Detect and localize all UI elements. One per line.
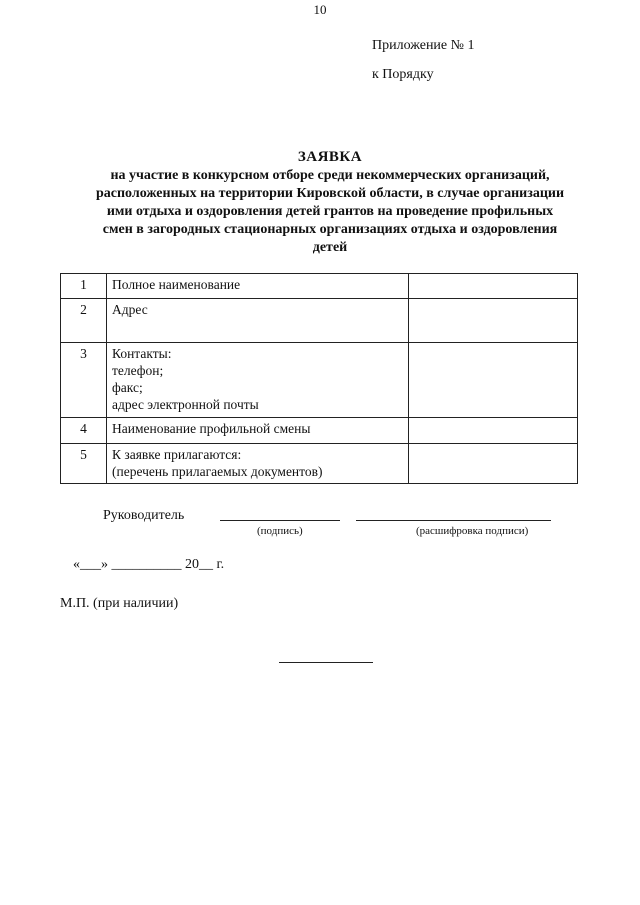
row-number: 2 — [61, 299, 107, 343]
row-label-line: Адрес — [112, 302, 148, 317]
row-label-line: К заявке прилагаются: — [112, 447, 242, 462]
date-line: «___» __________ 20__ г. — [73, 557, 225, 572]
row-label — [107, 299, 409, 343]
signature-line[interactable] — [220, 520, 340, 521]
subtitle-line: смен в загородных стационарных организациях отдыха и оздоровления — [102, 222, 558, 237]
row-label-line: телефон; — [112, 363, 164, 378]
subtitle-line: детей — [312, 240, 348, 255]
row-value-field[interactable] — [409, 418, 578, 444]
table-row — [61, 343, 578, 418]
subtitle-line: расположенных на территории Кировской области, в случае организации — [95, 186, 565, 201]
row-label — [107, 418, 409, 444]
document-title: ЗАЯВКА — [297, 149, 363, 165]
application-form-table — [60, 273, 578, 484]
row-number: 1 — [61, 274, 107, 299]
page-number: 10 — [313, 2, 327, 17]
subtitle-line: на участие в конкурсном отборе среди некоммерческих организаций, — [110, 168, 550, 183]
row-value-field[interactable] — [409, 299, 578, 343]
title-block — [60, 148, 600, 257]
row-value-field[interactable] — [409, 274, 578, 299]
end-divider — [279, 662, 373, 663]
table-row — [61, 444, 578, 484]
row-label-line: Наименование профильной смены — [112, 421, 311, 436]
row-label-line: Полное наименование — [112, 277, 241, 292]
head-label: Руководитель — [103, 508, 185, 523]
appendix-label: Приложение № 1 — [372, 38, 475, 53]
row-number: 4 — [61, 418, 107, 444]
row-label-line: факс; — [112, 380, 143, 395]
row-label-line: (перечень прилагаемых документов) — [112, 464, 323, 479]
table-row — [61, 418, 578, 444]
row-value-field[interactable] — [409, 444, 578, 484]
row-label — [107, 444, 409, 484]
table-row — [61, 299, 578, 343]
stamp-label: М.П. (при наличии) — [60, 596, 179, 611]
row-label-line: адрес электронной почты — [112, 397, 259, 412]
signature-caption: (подпись) — [257, 525, 303, 537]
signature-decode-caption: (расшифровка подписи) — [416, 525, 529, 537]
appendix-reference: к Порядку — [372, 67, 434, 82]
subtitle-line: ими отдыха и оздоровления детей грантов на проведение профильных — [106, 204, 554, 219]
row-number: 5 — [61, 444, 107, 484]
table-row — [61, 274, 578, 299]
signature-decode-line[interactable] — [356, 520, 551, 521]
document-subtitle — [60, 167, 600, 257]
row-number: 3 — [61, 343, 107, 418]
row-label-line: Контакты: — [112, 346, 172, 361]
row-value-field[interactable] — [409, 343, 578, 418]
row-label — [107, 343, 409, 418]
row-label — [107, 274, 409, 299]
